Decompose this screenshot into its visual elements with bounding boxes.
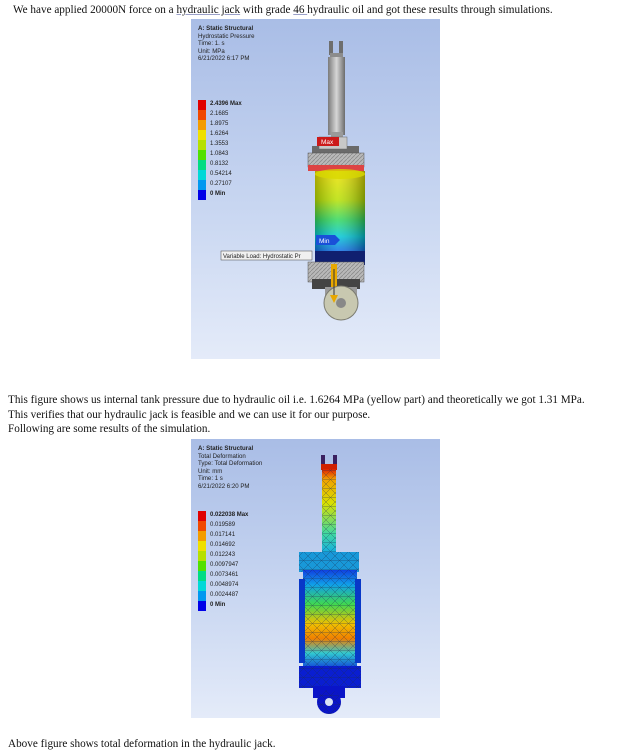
intro-text-suffix: hydraulic oil and got these results through simulations. [307, 4, 553, 16]
hydrostatic-pressure-figure [191, 19, 440, 359]
pressure-comparison-text: This figure shows us internal tank pressure due to hydraulic oil i.e. 1.6264 MPa (yellow part) and theoretically we got 1.31 MPa. [8, 394, 585, 406]
legend-value: 0.019589 [210, 522, 236, 528]
figure2-header-line: Type: Total Deformation [198, 460, 263, 468]
load-label: Variable Load: Hydrostatic Pr [223, 254, 301, 260]
figure2-header-line: A: Static Structural [198, 445, 254, 452]
max-tag: Max [321, 139, 334, 146]
results-intro-text: Following are some results of the simulation. [8, 423, 211, 435]
figure2-header-line: Unit: mm [198, 467, 223, 475]
legend-value: 0 Min [210, 602, 226, 608]
legend-value: 0.0024487 [210, 592, 239, 598]
feasibility-text: This verifies that our hydraulic jack is feasible and we can use it for our purpose. [8, 409, 371, 421]
legend-value: 0 Min [210, 191, 226, 197]
legend-value: 0.012243 [210, 552, 236, 558]
legend-value: 0.0048974 [210, 582, 239, 588]
legend-value: 2.4396 Max [210, 101, 242, 107]
figure1-header-line: Unit: MPa [198, 47, 225, 55]
legend-value: 1.8975 [210, 121, 229, 127]
min-tag: Min [319, 238, 330, 245]
figure1-header-line: Hydrostatic Pressure [198, 32, 255, 40]
hydraulic-jack-link[interactable]: hydraulic jack [176, 4, 241, 16]
intro-text-mid: with grade [240, 4, 294, 16]
figure1-header-line: Time: 1. s [198, 40, 225, 48]
total-deformation-figure [191, 439, 440, 718]
legend-value: 0.022038 Max [210, 512, 249, 518]
hydraulic-jack-pressure-model [191, 19, 440, 359]
legend-value: 0.0073461 [210, 572, 239, 578]
figure2-header-line: Time: 1 s [198, 475, 223, 483]
legend-value: 0.27107 [210, 181, 232, 187]
figure1-header-line: A: Static Structural [198, 25, 254, 32]
deformation-caption-text: Above figure shows total deformation in the hydraulic jack. [8, 738, 276, 750]
grade-link[interactable]: 46 [293, 4, 308, 16]
intro-paragraph [13, 4, 553, 18]
legend-value: 0.54214 [210, 171, 232, 177]
legend-value: 1.6264 [210, 131, 229, 137]
figure2-header-line: 6/21/2022 6:20 PM [198, 482, 250, 490]
legend-value: 0.0097947 [210, 562, 239, 568]
legend-value: 1.0843 [210, 151, 229, 157]
figure2-header-line: Total Deformation [198, 452, 246, 460]
figure1-header-line: 6/21/2022 6:17 PM [198, 55, 250, 63]
intro-text-prefix: We have applied 20000N force on a [13, 4, 177, 16]
hydraulic-jack-deformation-model [191, 439, 440, 718]
legend-value: 0.017141 [210, 532, 236, 538]
legend-value: 1.3553 [210, 141, 229, 147]
legend-value: 0.014692 [210, 542, 236, 548]
legend-value: 0.8132 [210, 161, 229, 167]
legend-value: 2.1685 [210, 111, 229, 117]
